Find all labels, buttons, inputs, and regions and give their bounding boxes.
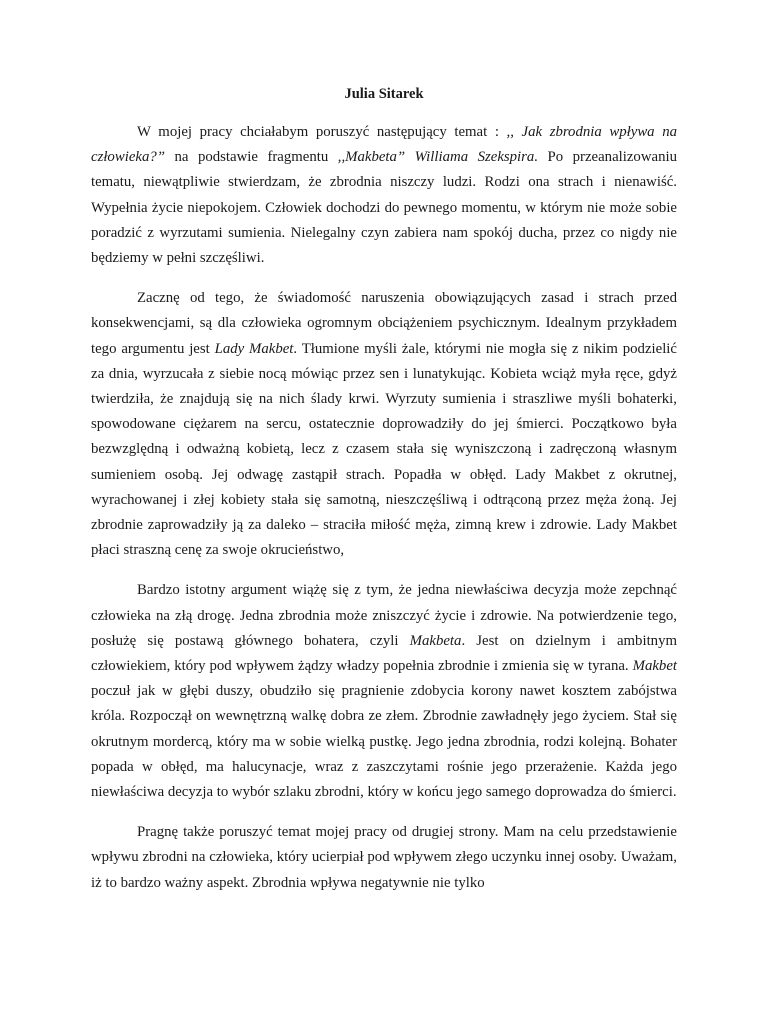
text-segment: na podstawie fragmentu — [164, 149, 338, 166]
text-segment: Bardzo istotny argument wiążę się z tym, że jedna niewłaściwa decyzja może zepchnąć człowieka na złą drogę. Jedna zbrodnia może zniszczyć życie i zdrowie. Na potwierdzenie tego, posłużę się postawą głównego bohatera, czyli — [91, 582, 677, 649]
body-paragraph — [91, 820, 677, 896]
body-paragraph — [91, 578, 677, 805]
document-title: Julia Sitarek — [344, 86, 424, 102]
italic-text-segment: Lady Makbet — [214, 340, 294, 357]
italic-text-segment: Makbet — [632, 658, 677, 675]
document-body — [91, 120, 677, 896]
italic-text-segment: ,,Makbeta” Williama Szekspira. — [337, 149, 539, 166]
text-segment: Zacznę od tego, że świadomość naruszenia obowiązujących zasad i strach przed konsekwencjami, są dla człowieka ogromnym obciążeniem psychicznym. Idealnym przykładem tego argumentu jest — [91, 290, 677, 357]
italic-text-segment: ,, Jak zbrodnia wpływa na człowieka?” — [91, 124, 677, 166]
text-segment: . Tłumione myśli żale, którymi nie mogła się z nikim podzielić za dnia, wyrzucała z siebie nocą mówiąc przez sen i lunatykując. Kobieta wciąż myła ręce, gdyż twierdziła, że znajdują się na nich ślady krwi. Wyrzuty sumienia i straszliwe myśli bohaterki, spowodowane ciężarem na sercu, ostatecznie doprowadziły do jej śmierci. Początkowo była bezwzględną i odważną kobietą, lecz z czasem stała się wyniszczoną i zadręczoną własnym sumieniem osobą. Jej odwagę zastąpił strach. Popadła w obłęd. Lady Makbet z okrutnej, wyrachowanej i złej kobiety stała się samotną, nieszczęśliwą i odtrąconą przez męża żoną. Jej zbrodnie zaprowadziły ją za daleko – straciła miłość męża, zimną krew i zdrowie. Lady Makbet płaci straszną cenę za swoje okrucieństwo, — [91, 340, 677, 559]
body-paragraph — [91, 286, 677, 563]
body-paragraph — [91, 120, 677, 271]
text-segment: poczuł jak w głębi duszy, obudziło się pragnienie zdobycia korony nawet kosztem zabójstwa króla. Rozpoczął on wewnętrzną walkę dobra ze złem. Zbrodnie zawładnęły jego życiem. Stał się okrutnym mordercą, który ma w sobie wielką pustkę. Jego jedna zbrodnia, rodzi kolejną. Bohater popada w obłęd, ma halucynacje, wraz z zaszczytami rośnie jego przerażenie. Każda jego niewłaściwa decyzja to wybór szlaku zbrodni, który w końcu jego samego doprowadza do śmierci. — [91, 683, 677, 801]
text-segment: . Jest on dzielnym i ambitnym człowiekiem, który pod wpływem żądzy władzy popełnia zbrodnie i zmienia się w tyrana. — [91, 632, 677, 675]
text-segment: W mojej pracy chciałabym poruszyć następujący temat : — [137, 124, 507, 140]
text-segment: Po przeanalizowaniu tematu, niewątpliwie stwierdzam, że zbrodnia niszczy ludzi. Rodzi ona strach i nienawiść. Wypełnia życie niepokojem. Człowiek dochodzi do pewnego momentu, w którym nie może sobie poradzić z wyrzutami sumienia. Nielegalny czyn zabiera nam spokój ducha, przez co nigdy nie będziemy w pełni szczęśliwi. — [91, 149, 677, 267]
text-segment: Pragnę także poruszyć temat mojej pracy od drugiej strony. Mam na celu przedstawienie wpływu zbrodni na człowieka, który ucierpiał pod wpływem złego uczynku innej osoby. Uważam, iż to bardzo ważny aspekt. Zbrodnia wpływa negatywnie nie tylko — [91, 824, 677, 891]
italic-text-segment: Makbeta — [409, 632, 462, 649]
